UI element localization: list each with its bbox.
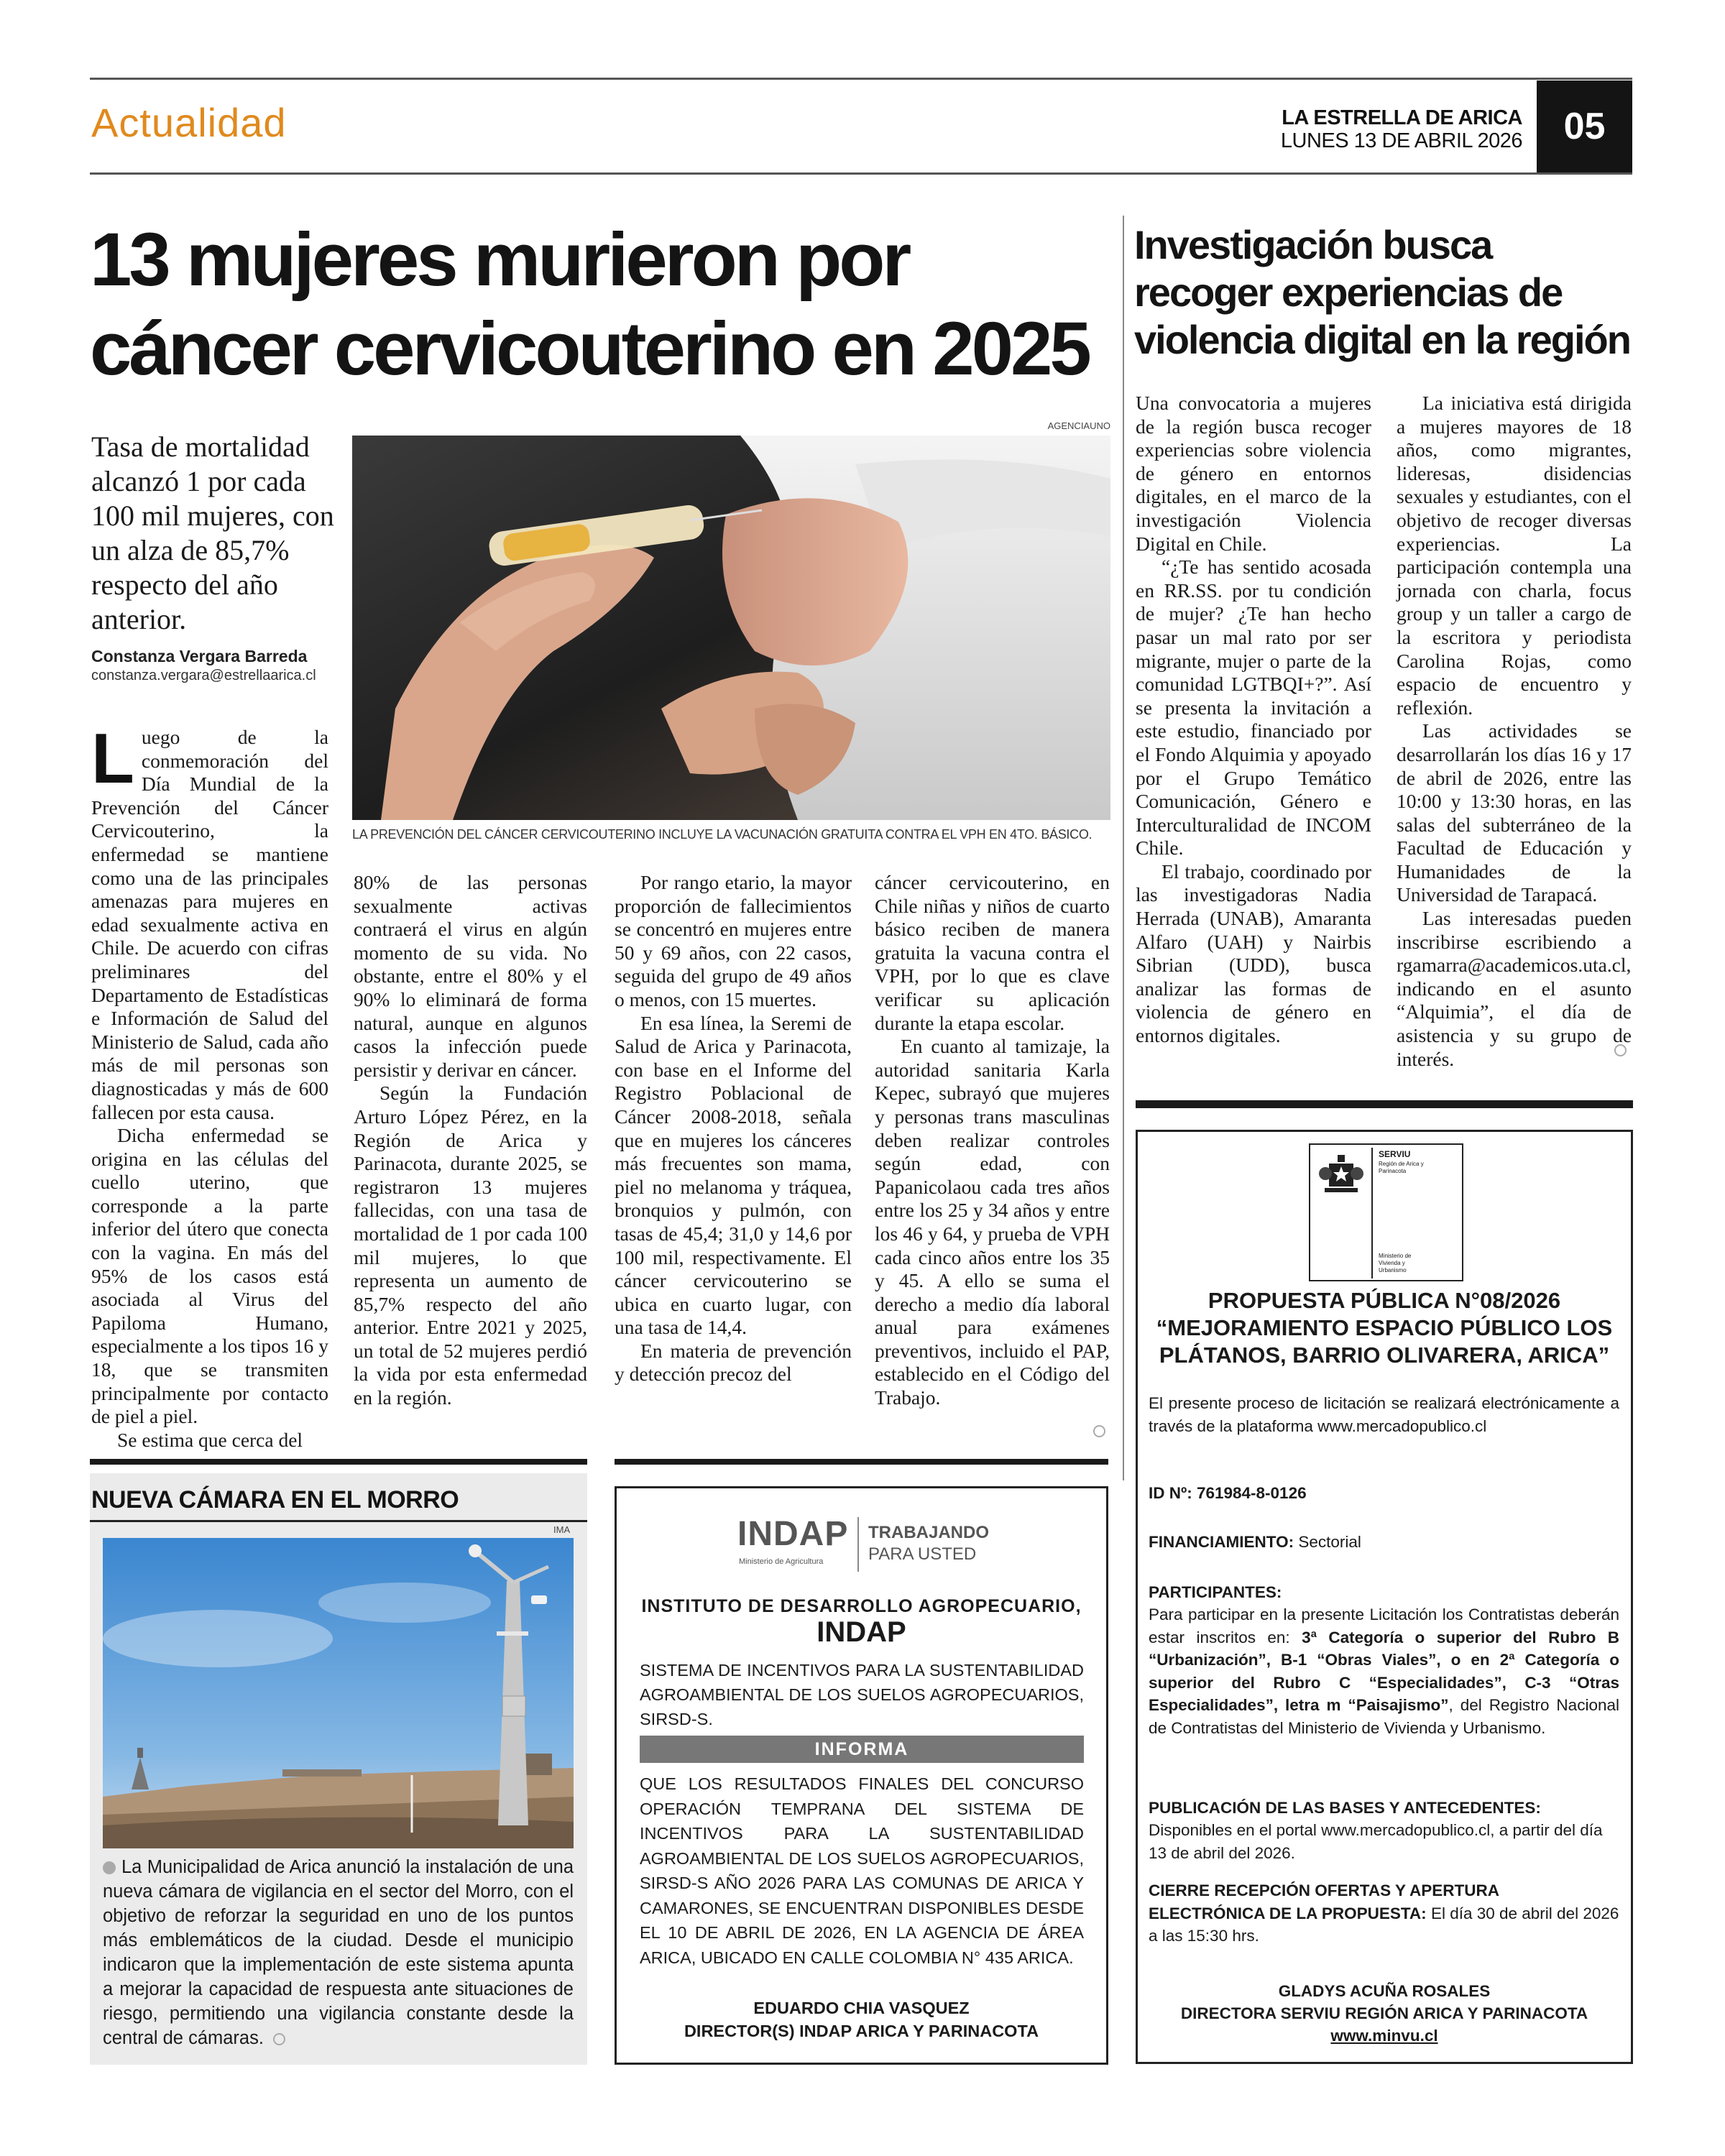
logo-divider bbox=[857, 1517, 859, 1572]
photo-caption: LA PREVENCIÓN DEL CÁNCER CERVICOUTERINO INCLUYE LA VACUNACIÓN GRATUITA CONTRA EL VPH EN 4TO. BÁSICO. bbox=[352, 827, 1092, 842]
indap-name: INDAP bbox=[816, 1616, 906, 1648]
bullet-icon bbox=[103, 1861, 116, 1874]
paragraph: Las interesadas pueden inscribirse escribiendo a rgamarra@academicos.uta.cl, indicando en el asunto “Alquimia”, el día de asistencia y su grupo de interés. bbox=[1397, 907, 1632, 1070]
closing-text bbox=[1149, 1879, 1619, 1948]
camera-title-rule bbox=[90, 1520, 587, 1522]
camera-photo-credit: IMA bbox=[553, 1524, 571, 1535]
indap-program: SISTEMA DE INCENTIVOS PARA LA SUSTENTABILIDAD AGROAMBIENTAL DE LOS SUELOS AGROPECUARIOS, SIRSD-S. bbox=[640, 1661, 1084, 1728]
camera-pole-illustration bbox=[103, 1538, 574, 1848]
paragraph: Dicha enfermedad se origina en las células del cuello uterino, que corresponde a la parte inferior del útero que conecta con la vagina. En más del 95% de los casos está asociada al Virus del Papiloma Humano, especialmente a los tipos 16 y 18, que se transmiten principalmente por contacto de piel a piel. bbox=[91, 1124, 328, 1428]
logo-ministry-line-2: Vivienda y bbox=[1379, 1260, 1405, 1266]
closing-label: CIERRE RECEPCIÓN OFERTAS Y APERTURA ELECTRÓNICA DE LA PROPUESTA: bbox=[1149, 1881, 1499, 1922]
end-mark-icon bbox=[1093, 1425, 1105, 1437]
logo-ministry-line-1: Ministerio de bbox=[1379, 1253, 1412, 1259]
page-number: 05 bbox=[1537, 80, 1632, 172]
closing-value: El día 30 de abril del 2026 a las 15:30 hrs. bbox=[1149, 1904, 1619, 1945]
camera-photo bbox=[103, 1538, 574, 1848]
side-article-column-1 bbox=[1136, 392, 1371, 1048]
main-bottom-rule-left bbox=[90, 1459, 587, 1465]
camera-caption bbox=[103, 1855, 574, 2050]
paragraph: Según la Fundación Arturo López Pérez, en la Región de Arica y Parinacota, durante 2025, se registraron 13 mujeres fallecidas, con una tasa de mortalidad de 1 por cada 100 mil mujeres, lo que representa un aumento de 85,7% respecto del año anterior. Entre 2021 y 2025, un total de 52 mujeres perdió la vida por esta enfermedad en la región. bbox=[354, 1082, 587, 1409]
tender-intro: El presente proceso de licitación se realizará electrónicamente a través de la plataforma www.mercadopublico.cl bbox=[1149, 1394, 1619, 1435]
serviu-signer: GLADYS ACUÑA ROSALES bbox=[1278, 1982, 1491, 2000]
tender-title-1: PROPUESTA PÚBLICA N°08/2026 bbox=[1208, 1288, 1561, 1313]
logo-title: SERVIU bbox=[1379, 1149, 1411, 1159]
publication-text: Disponibles en el portal www.mercadopublico.cl, a partir del día 13 de abril del 2026. bbox=[1149, 1821, 1603, 1862]
indap-logo: INDAP bbox=[737, 1515, 849, 1553]
paragraph: 80% de las personas sexualmente activas contraerá el virus en algún momento de su vida. No obstante, entre el 80% y el 90% lo eliminará de forma natural, aunque en algunos casos la infección puede persistir y derivar en cáncer. bbox=[354, 871, 587, 1081]
photo-credit: AGENCIAUNO bbox=[1047, 420, 1110, 431]
main-article-column-4 bbox=[875, 871, 1110, 1410]
paragraph: En esa línea, la Seremi de Salud de Arica y Parinacota, con base en el Informe del Registro Poblacional de Cáncer 2008-2018, señala que en mujeres los cánceres más frecuentes son mama, piel no melanoma y tráquea, bronquios y pulmón, con tasas de 45,4; 31,0 y 14,6 por 100 mil, respectivamente. El cáncer cervicouterino se ubica en cuarto lugar, con una tasa de 14,4. bbox=[615, 1011, 852, 1339]
end-mark-icon bbox=[1614, 1044, 1627, 1056]
participants-text bbox=[1149, 1603, 1619, 1739]
paragraph: uego de la conmemoración del Día Mundial de la Prevención del Cáncer Cervicouterino, la enfermedad se mantiene como una de las principales amenazas para mujeres en edad sexualmente activa en Chile. De acuerdo con cifras preliminares del Departamento de Estadísticas e Información de Salud del Ministerio de Salud, cada año más de mil personas son diagnosticadas y más de 600 fallecen por esta causa. bbox=[91, 726, 328, 1123]
participants-text-2: , del Registro Nacional de Contratistas del Ministerio de Vivienda y Urbanismo. bbox=[1149, 1696, 1619, 1737]
tender-id: ID Nº: 761984-8-0126 bbox=[1149, 1484, 1307, 1502]
paragraph: En materia de prevención y detección precoz del bbox=[615, 1339, 852, 1386]
logo-region-line-2: Parinacota bbox=[1379, 1168, 1407, 1174]
main-deck: Tasa de mortalidad alcanzó 1 por cada 100 mil mujeres, con un alza de 85,7% respecto del año anterior. bbox=[91, 430, 334, 635]
paragraph: La iniciativa está dirigida a mujeres mayores de 18 años, como migrantes, lideresas, disidencias sexuales y estudiantes, con el objetivo de recoger diversas experiencias. La participación contempla una jornada con charla, focus group y un taller a cargo de la escritora y periodista Carolina Rojas, como espacio de encuentro y reflexión. bbox=[1397, 392, 1632, 719]
main-article-column-2 bbox=[354, 871, 587, 1410]
logo-divider bbox=[1371, 1148, 1373, 1279]
newspaper-name: LA ESTRELLA DE ARICA bbox=[1282, 106, 1522, 129]
camera-caption-text: La Municipalidad de Arica anunció la instalación de una nueva cámara de vigilancia en el sector del Morro, con el objetivo de reforzar la seguridad en uno de los puntos más emblemáticos de la ciudad. Desde el municipio indicaron que la implementación de este sistema apunta a mejorar la capacidad de respuesta ante situaciones de riesgo, permitiendo una vigilancia constante desde la central de cámaras. bbox=[103, 1857, 574, 2048]
serviu-ad bbox=[1136, 1130, 1633, 2064]
paragraph: El trabajo, coordinado por las investigadoras Nadia Herrada (UNAB), Amaranta Alfaro (UAH) y Nairbis Sibrian (UDD), busca analizar las formas de violencia de género en entornos digitales. bbox=[1136, 860, 1371, 1047]
column-divider bbox=[1123, 216, 1124, 1480]
indap-signer: EDUARDO CHIA VASQUEZ bbox=[753, 1999, 970, 2017]
participants-text-1: Para participar en la presente Licitación los Contratistas deberán estar inscritos en: bbox=[1149, 1606, 1619, 1646]
main-headline: 13 mujeres murieron por cáncer cervicouterino en 2025 bbox=[90, 218, 1089, 391]
indap-institute: INSTITUTO DE DESARROLLO AGROPECUARIO, bbox=[641, 1596, 1082, 1616]
side-headline: Investigación busca recoger experiencias de violencia digital en la región bbox=[1134, 222, 1630, 362]
paragraph: Las actividades se desarrollarán los días 16 y 17 de abril de 2026, entre las 10:00 y 13:30 horas, en las salas del subterráneo de la Facultad de Educación y Humanidades de la Universidad de Tarapacá. bbox=[1397, 719, 1632, 906]
financing-row bbox=[1149, 1531, 1361, 1554]
main-article-column-1 bbox=[91, 719, 328, 1452]
paragraph: En cuanto al tamizaje, la autoridad sanitaria Karla Kepec, subrayó que mujeres y personas trans masculinas deben realizar controles según edad, con Papanicolaou cada tres años entre los 25 y 34 años y entre los 46 y 64, y prueba de VPH cada cinco años entre los 35 y 45. A ello se suma el derecho a medio día laboral anual para exámenes preventivos, incluido el PAP, establecido en el Código del Trabajo. bbox=[875, 1035, 1110, 1409]
publication-label: PUBLICACIÓN DE LAS BASES Y ANTECEDENTES: bbox=[1149, 1799, 1541, 1817]
header-bottom-rule bbox=[90, 172, 1632, 175]
indap-ad bbox=[615, 1486, 1108, 2065]
chile-coat-of-arms-icon bbox=[1316, 1151, 1366, 1201]
participants-label: PARTICIPANTES: bbox=[1149, 1583, 1282, 1601]
camera-title: NUEVA CÁMARA EN EL MORRO bbox=[91, 1486, 459, 1514]
participants-categories: 3ª Categoría o superior del Rubro B “Urbanización”, B-1 “Obras Viales”, o en 2ª Categoría o superior del Rubro C “Especialidades”, C-3 “Otras Especialidades”, letra m “Paisajismo” bbox=[1149, 1628, 1619, 1714]
side-bottom-rule bbox=[1136, 1100, 1633, 1108]
paragraph: “¿Te has sentido acosada en RR.SS. por tu condición de mujer? ¿Te han hecho pasar un mal rato por ser migrante, mujer o parte de la comunidad LGTBQI+?”. Así se presenta la invitación a este estudio, financiado por el Fondo Alquimia y apoyado por el Grupo Temático Comunicación, Género e Interculturalidad de INCOM Chile. bbox=[1136, 556, 1371, 860]
byline-email[interactable]: constanza.vergara@estrellaarica.cl bbox=[91, 668, 316, 683]
end-mark-icon bbox=[273, 2033, 285, 2045]
indap-informa-banner: INFORMA bbox=[640, 1736, 1084, 1763]
serviu-signer-title: DIRECTORA SERVIU REGIÓN ARICA Y PARINACOTA bbox=[1180, 2004, 1588, 2022]
financing-label: FINANCIAMIENTO: bbox=[1149, 1533, 1294, 1551]
paragraph: Una convocatoria a mujeres de la región busca recoger experiencias sobre violencia de género en entornos digitales, en el marco de la investigación Violencia Digital en Chile. bbox=[1136, 392, 1371, 555]
top-rule bbox=[90, 78, 1632, 80]
paragraph: cáncer cervicouterino, en Chile niñas y niños de cuarto básico reciben de manera gratuita la vacuna contra el VPH, por lo que es clave verificar su aplicación durante la etapa escolar. bbox=[875, 871, 1110, 1034]
indap-signer-title: DIRECTOR(S) INDAP ARICA Y PARINACOTA bbox=[684, 2022, 1039, 2040]
indap-logo-ministry: Ministerio de Agricultura bbox=[739, 1557, 824, 1566]
main-article-column-3 bbox=[615, 871, 852, 1386]
logo-ministry-line-3: Urbanismo bbox=[1379, 1267, 1407, 1273]
side-article-column-2 bbox=[1397, 392, 1632, 1071]
minvu-link[interactable]: www.minvu.cl bbox=[1330, 2027, 1438, 2045]
issue-date: LUNES 13 DE ABRIL 2026 bbox=[1280, 129, 1522, 152]
vaccination-illustration bbox=[352, 436, 1110, 820]
section-label: Actualidad bbox=[91, 100, 287, 145]
serviu-logo bbox=[1309, 1143, 1463, 1281]
main-bottom-rule-right bbox=[615, 1459, 1108, 1465]
indap-slogan-1: TRABAJANDO bbox=[868, 1523, 989, 1542]
indap-slogan-2: PARA USTED bbox=[868, 1544, 977, 1564]
logo-region-line-1: Región de Arica y bbox=[1379, 1161, 1424, 1167]
indap-body: QUE LOS RESULTADOS FINALES DEL CONCURSO OPERACIÓN TEMPRANA DEL SISTEMA DE INCENTIVOS PARA LA SUSTENTABILIDAD AGROAMBIENTAL DE LOS SUELOS AGROPECUARIOS, SIRSD-S AÑO 2026 PARA LAS COMUNAS DE ARICA Y CAMARONES, SE ENCUENTRAN DISPONIBLES DESDE EL 10 DE ABRIL DE 2026, EN LA AGENCIA DE ÁREA ARICA, UBICADO EN CALLE COLOMBIA N° 435 ARICA. bbox=[640, 1774, 1084, 1967]
paragraph: Por rango etario, la mayor proporción de fallecimientos se concentró en mujeres entre 50 y 69 años, con 22 casos, seguida del grupo de 49 años o menos, con 15 muertes. bbox=[615, 871, 852, 1010]
tender-title-3: PLÁTANOS, BARRIO OLIVARERA, ARICA” bbox=[1159, 1342, 1610, 1368]
tender-title-2: “MEJORAMIENTO ESPACIO PÚBLICO LOS bbox=[1156, 1315, 1613, 1340]
vaccination-photo bbox=[352, 436, 1110, 820]
financing-value: Sectorial bbox=[1298, 1533, 1361, 1551]
dropcap: L bbox=[91, 719, 134, 798]
byline-author: Constanza Vergara Barreda bbox=[91, 647, 308, 665]
paragraph: Se estima que cerca del bbox=[117, 1428, 303, 1451]
